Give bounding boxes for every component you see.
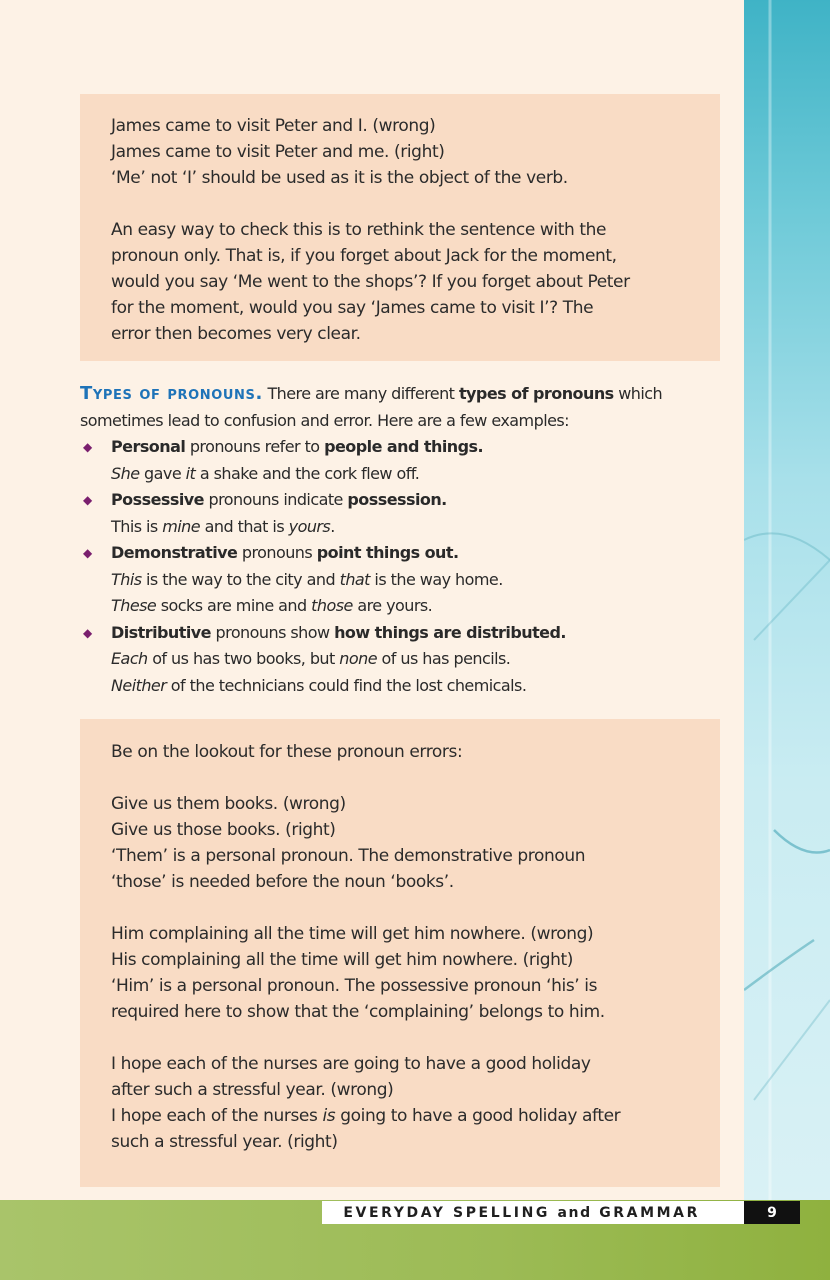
- example-text: of the technicians could find the lost chemicals.: [166, 675, 527, 695]
- running-footer-title: [322, 1201, 744, 1224]
- line3-post: going to have a good holiday after: [340, 1106, 621, 1126]
- footer-title-part-c: GRAMMAR: [599, 1204, 700, 1221]
- pronoun-types-list: [80, 434, 730, 699]
- example-text: socks are mine and: [156, 596, 312, 615]
- bullet-item: [80, 434, 730, 461]
- box2-line: ‘those’ is needed before the noun ‘books’.: [111, 872, 454, 892]
- example-pronoun: This: [111, 569, 142, 589]
- example-text: and that is: [200, 516, 289, 536]
- example-text: is the way to the city and: [141, 569, 340, 589]
- example-text: This is: [111, 516, 163, 536]
- box1-line: James came to visit Peter and me. (right): [111, 142, 445, 162]
- bullet-text: pronouns show: [215, 622, 330, 642]
- box2-intro: Be on the lookout for these pronoun errors:: [111, 742, 463, 762]
- bullet-text: pronouns: [241, 543, 313, 562]
- example-text: .: [330, 516, 335, 536]
- box2-line: after such a stressful year. (wrong): [111, 1080, 394, 1100]
- box1-paragraph-line: for the moment, would you say ‘James came to visit I’? The: [111, 298, 594, 318]
- intro-pre: There are many different: [267, 384, 455, 403]
- page-number: 9: [744, 1201, 800, 1224]
- bullet-end: .: [441, 490, 447, 509]
- bullet-example: [80, 593, 730, 620]
- intro-post: which: [618, 384, 663, 403]
- example-pronoun: those: [311, 596, 353, 615]
- bullet-key-phrase: people and things: [324, 437, 478, 456]
- intro-bold: types of pronouns: [458, 384, 614, 403]
- diamond-bullet-icon: ◆: [83, 440, 92, 454]
- bullet-key-phrase: how things are distributed: [334, 622, 561, 642]
- bullet-item: [80, 487, 730, 514]
- bullet-term: Personal: [111, 437, 186, 456]
- example-pronoun: She: [111, 463, 140, 483]
- box2-line: ‘Him’ is a personal pronoun. The possessive pronoun ‘his’ is: [111, 976, 598, 996]
- footer-title-part-a: EVERYDAY SPELLING: [343, 1204, 550, 1221]
- example-text: are yours.: [352, 596, 433, 615]
- bullet-example: [80, 514, 730, 541]
- example-text: of us has pencils.: [377, 649, 511, 668]
- box2-line: Give us them books. (wrong): [111, 794, 346, 814]
- example-pronoun: that: [339, 569, 370, 589]
- example-text: a shake and the cork flew off.: [195, 463, 420, 483]
- box2-line: required here to show that the ‘complaining’ belongs to him.: [111, 1002, 605, 1022]
- box1-line: James came to visit Peter and I. (wrong): [111, 116, 436, 136]
- bullet-end: .: [477, 437, 484, 456]
- example-pronoun: yours: [288, 516, 331, 536]
- example-pronoun: Neither: [111, 675, 167, 695]
- box1-paragraph-line: error then becomes very clear.: [111, 324, 361, 344]
- diamond-bullet-icon: ◆: [83, 625, 92, 640]
- box1-line: ‘Me’ not ‘I’ should be used as it is the object of the verb.: [111, 168, 568, 188]
- box2-line: I hope each of the nurses are going to have a good holiday: [111, 1054, 591, 1074]
- bullet-key-phrase: possession: [347, 490, 442, 509]
- example-pronoun: Each: [111, 649, 148, 668]
- box2-line: such a stressful year. (right): [111, 1132, 338, 1152]
- box2-line: Him complaining all the time will get him nowhere. (wrong): [111, 924, 594, 944]
- section-intro-line-1: [80, 381, 730, 408]
- bullet-item: [80, 540, 730, 567]
- diamond-bullet-icon: ◆: [83, 546, 92, 560]
- box1-paragraph-line: would you say ‘Me went to the shops’? If you forget about Peter: [111, 272, 630, 292]
- bullet-item: [80, 620, 730, 647]
- footer-title-part-b: and: [557, 1204, 592, 1221]
- example-pronoun: mine: [162, 516, 201, 536]
- section-intro-line-2: sometimes lead to confusion and error. Here are a few examples:: [80, 410, 570, 430]
- example-pronoun: it: [185, 463, 196, 483]
- example-text: of us has two books, but: [147, 649, 340, 668]
- bullet-text: pronouns indicate: [208, 490, 343, 509]
- box1-paragraph-line: pronoun only. That is, if you forget about Jack for the moment,: [111, 246, 617, 266]
- bullet-example: [80, 673, 730, 700]
- box2-line: Give us those books. (right): [111, 820, 336, 840]
- bullet-end: .: [560, 622, 566, 642]
- example-text: is the way home.: [369, 569, 503, 589]
- box2-line-with-italic: [111, 1103, 720, 1129]
- bullet-term: Distributive: [111, 622, 211, 642]
- bullet-example: [80, 461, 730, 488]
- example-pronoun: none: [339, 649, 377, 668]
- bullet-example: [80, 646, 730, 673]
- bullet-text: pronouns refer to: [189, 437, 320, 456]
- example-box-1: [80, 94, 720, 361]
- line3-pre: I hope each of the nurses: [111, 1106, 318, 1126]
- bullet-end: .: [452, 543, 459, 562]
- bullet-key-phrase: point things out: [316, 543, 453, 562]
- bullet-example: [80, 567, 730, 594]
- bullet-term: Demonstrative: [111, 543, 238, 562]
- diamond-bullet-icon: ◆: [83, 493, 92, 507]
- section-heading: Types of pronouns.: [80, 383, 263, 404]
- example-pronoun: These: [111, 596, 157, 615]
- example-box-2: [80, 719, 720, 1187]
- bullet-term: Possessive: [111, 490, 204, 509]
- example-text: gave: [139, 463, 186, 483]
- line3-italic: is: [322, 1106, 336, 1126]
- decorative-side-strip: [744, 0, 830, 1200]
- box2-line: His complaining all the time will get him nowhere. (right): [111, 950, 574, 970]
- box2-line: ‘Them’ is a personal pronoun. The demonstrative pronoun: [111, 846, 586, 866]
- types-of-pronouns-section: [80, 381, 730, 699]
- box1-paragraph-line: An easy way to check this is to rethink the sentence with the: [111, 220, 607, 240]
